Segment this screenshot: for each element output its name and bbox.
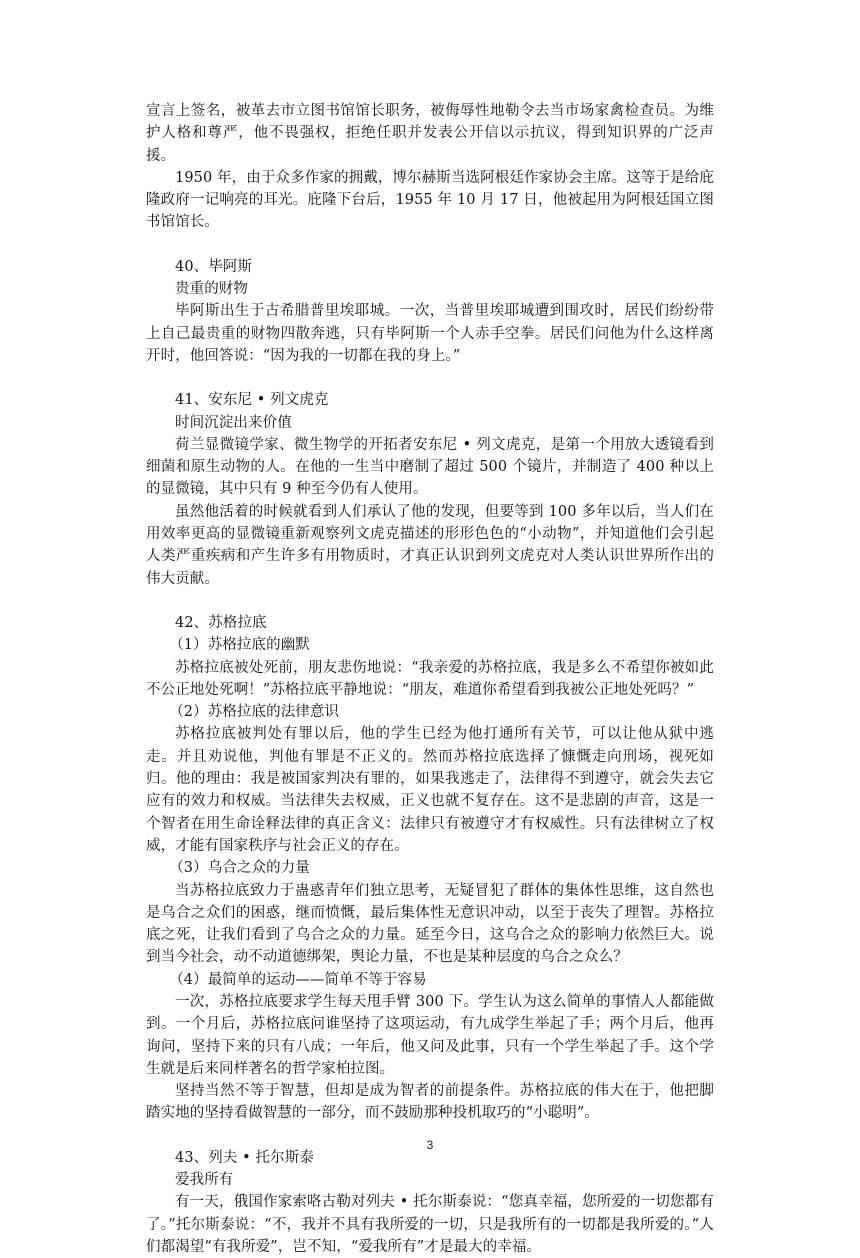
- section-heading: 42、苏格拉底: [175, 614, 267, 631]
- subsection-title: 贵重的财物: [175, 281, 248, 298]
- paragraph-gap: [146, 590, 714, 612]
- paragraph: 虽然他活着的时候就看到人们承认了他的发现，但要等到 100 多年以后，当人们在用效率更高的显微镜重新观察列文虎克描述的形形色色的“小动物”，并知道他们会引起人类严重疾病和产生许多有用物质时，才真正认识到列文虎克对人类认识世界所作出的伟大贡献。: [146, 503, 714, 587]
- subsection-title: （3）乌合之众的力量: [169, 860, 310, 877]
- paragraph-gap: [146, 367, 714, 389]
- subsection-title: （1）苏格拉底的幽默: [169, 637, 310, 654]
- paragraph: 1950 年，由于众多作家的拥戴，博尔赫斯当选阿根廷作家协会主席。这等于是给庇隆政府一记响亮的耳光。庇隆下台后，1955 年 10 月 17 日，他被起用为阿根廷国立图书馆馆长。: [146, 169, 714, 231]
- paragraph: 一次，苏格拉底要求学生每天甩手臂 300 下。学生认为这么简单的事情人人都能做到。一个月后，苏格拉底问谁坚持了这项运动，有九成学生举起了手；两个月后，他再询问，坚持下来的只有八成；一年后，他又问及此事，只有一个学生举起了手。这个学生就是后来同样著名的哲学家柏拉图。: [146, 993, 714, 1077]
- paragraph: 有一天，俄国作家索咯古勒对列夫 • 托尔斯泰说：“您真幸福，您所爱的一切您都有了。”托尔斯泰说：“不，我并不具有我所爱的一切，只是我所有的一切都是我所爱的。”人们都渴望“有我所爱”，岂不知，“爱我所有”才是最大的幸福。: [146, 1194, 714, 1255]
- section-heading: 40、毕阿斯: [175, 258, 253, 275]
- subsection-title: 爱我所有: [175, 1172, 234, 1189]
- subsection-title: （2）苏格拉底的法律意识: [169, 704, 340, 721]
- paragraph: 毕阿斯出生于古希腊普里埃耶城。一次，当普里埃耶城遭到围攻时，居民们纷纷带上自己最贵重的财物四散奔逃，只有毕阿斯一个人赤手空拳。居民们问他为什么这样离开时，他回答说：“因为我的一切都在我的身上。”: [146, 303, 714, 364]
- section-heading: 41、安东尼 • 列文虎克: [175, 392, 329, 409]
- page-number: 3: [426, 1138, 434, 1152]
- paragraph: 坚持当然不等于智慧，但却是成为智者的前提条件。苏格拉底的伟大在于，他把脚踏实地的坚持看做智慧的一部分，而不鼓励那种投机取巧的“小聪明”。: [146, 1083, 714, 1122]
- paragraph: 苏格拉底被处死前，朋友悲伤地说：“我亲爱的苏格拉底，我是多么不希望你被如此不公正地处死啊！”苏格拉底平静地说：“朋友，难道你希望看到我被公正地处死吗？”: [146, 659, 714, 698]
- paragraph-continued: 宣言上签名，被革去市立图书馆馆长职务，被侮辱性地勒令去当市场家禽检查员。为维护人格和尊严，他不畏强权，拒绝任职并发表公开信以示抗议，得到知识界的广泛声援。: [146, 103, 714, 164]
- paragraph: 苏格拉底被判处有罪以后，他的学生已经为他打通所有关节，可以让他从狱中逃走。并且劝说他，判他有罪是不正义的。然而苏格拉底选择了慷慨走向刑场，视死如归。他的理由：我是被国家判决有罪的，如果我逃走了，法律得不到遵守，就会失去它应有的效力和权威。当法律失去权威，正义也就不复存在。这不是悲剧的声音，这是一个智者在用生命诠释法律的真正含义：法律只有被遵守才有权威性。只有法律树立了权威，才能有国家秩序与社会正义的存在。: [146, 726, 714, 854]
- document-body: [146, 100, 714, 1258]
- paragraph-gap: [146, 234, 714, 256]
- subsection-title: 时间沉淀出来价值: [175, 414, 292, 431]
- subsection-title: （4）最简单的运动——简单不等于容易: [169, 971, 427, 988]
- paragraph: 荷兰显微镜学家、微生物学的开拓者安东尼 • 列文虎克，是第一个用放大透镜看到细菌和原生动物的人。在他的一生当中磨制了超过 500 个镜片，并制造了 400 种以上的显微镜，其中只有 9 种至今仍有人使用。: [146, 436, 714, 498]
- paragraph: 当苏格拉底致力于蛊惑青年们独立思考，无疑冒犯了群体的集体性思维，这自然也是乌合之众们的困惑，继而愤慨，最后集体性无意识冲动，以至于丧失了理智。苏格拉底之死，让我们看到了乌合之众的力量。延至今日，这乌合之众的影响力依然巨大。说到当今社会，动不动道德绑架，舆论力量，不也是某种层度的乌合之众么？: [146, 882, 714, 966]
- section-heading: 43、列夫 • 托尔斯泰: [175, 1149, 314, 1166]
